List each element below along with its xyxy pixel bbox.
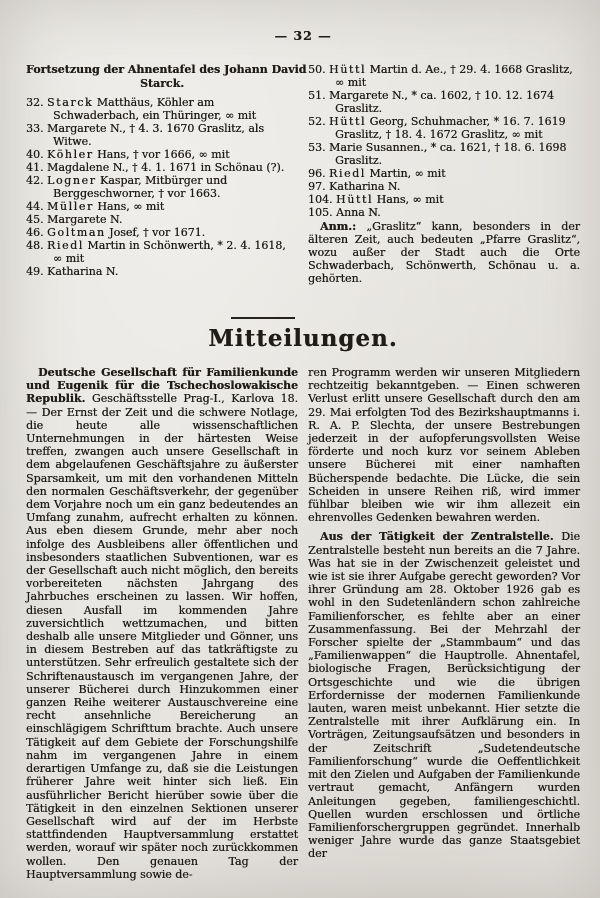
entry-number: 33. xyxy=(26,122,44,135)
entry-surname: Hüttl xyxy=(329,115,367,128)
entry-number: 40. xyxy=(26,148,44,161)
ahnentafel-right-column xyxy=(308,63,580,305)
entry-number: 105. xyxy=(308,206,333,219)
entry-text: Margarete N. xyxy=(47,213,123,226)
entry-surname: Hüttl xyxy=(329,63,367,76)
ahnentafel-entry xyxy=(26,174,298,200)
entry-text: Anna N. xyxy=(336,206,381,219)
ahnentafel-heading-line1: Fortsetzung der Ahnentafel des Johann David xyxy=(26,63,307,76)
note-label: Anm.: xyxy=(320,220,357,233)
paragraph-society-report xyxy=(26,366,298,881)
paragraph-text: Die Zentralstelle besteht nun bereits an die 7 Jahre. Was hat sie in der Zwischenzeit geleistet und wie ist sie ihrer Aufgabe gerecht geworden? Vor ihrer Gründung am 28. Oktober 1926 gab es wohl in den Sudetenländern schon zahlreiche Familienforscher, es fehlte aber an einer Zusammenfassung. Bei der Mehrzahl der Forscher spielte der „Stammbaum“ und das „Familienwappen“ die Hauptrolle. Ahnentafel, biologische Fragen, Berücksichtigung der Ortsgeschichte und wie die übrigen Erfordernisse der modernen Familienkunde lauten, waren meist unbekannt. Hier setzte die Zentralstelle mit ihrer Aufklärung ein. In Vorträgen, Zeitungsaufsätzen und besonders in der Zeitschrift „Sudetendeutsche Familienforschung“ wurde die Oeffentlichkeit mit den Zielen und Aufgaben der Familienkunde vertraut gemacht, Anfängern wurden Anleitungen gegeben, familiengeschichtl. Quellen wurden erschlossen und örtliche Familienforschergruppen gegründet. Innerhalb weniger Jahre wurde das ganze Staatsgebiet der xyxy=(308,530,580,861)
paragraph-text: Geschäftsstelle Prag-I., Karlova 18. — Der Ernst der Zeit und die schwere Notlage, die heute alle wissenschaftlichen Unternehmungen in der härtesten Weise treffen, zwangen auch unsere Gesellschaft in dem abgelaufenen Geschäftsjahre zu äußerster Sparsamkeit, um mit den vorhandenen Mitteln den normalen Geschäftsverkehr, der gegenüber dem Vorjahre noch um ein ganz bedeutendes an Umfang zunahm, aufrecht erhalten zu können. Aus eben diesem Grunde, mehr aber noch infolge des Ausbleibens aller öffentlichen und insbesonders staatlichen Subventionen, war es der Gesellschaft auch nicht möglich, den bereits vorbereiteten nächsten Jahrgang des Jahrbuches erscheinen zu lassen. Wir hoffen, diesen Ausfall im kommenden Jahre zuversichtlich wettzumachen, und bitten deshalb alle unsere Mitglieder und Gönner, uns in diesem Bestreben auf das tatkräftigste zu unterstützen. Sehr erfreulich gestaltete sich der Schriftenaustausch im vergangenen Jahre, der unserer Bücherei durch Hinzukommen einer ganzen Reihe weiterer Austauschvereine eine recht ansehnliche Bereicherung an einschlägigem Schrifttum brachte. Auch unsere Tätigkeit auf dem Gebiete der Forschungshilfe nahm im vergangenen Jahre in einem derartigen Umfange zu, daß sie die Leistungen früherer Jahre weit hinter sich ließ. Ein ausführlicher Bericht hierüber sowie über die Tätigkeit in den einzelnen Sektionen unserer Gesellschaft wird auf der im Herbste stattfindenden Hauptversammlung erstattet werden, worauf wir später noch zurückkommen wollen. Den genauen Tag der Hauptversammlung sowie de- xyxy=(26,392,299,881)
entry-surname: Goltman xyxy=(47,226,106,239)
paragraph-lead: Aus der Tätigkeit der Zentralstelle. xyxy=(320,530,554,544)
entry-number: 45. xyxy=(26,213,44,226)
ahnentafel-entry xyxy=(308,141,580,167)
paragraph-zentralstelle xyxy=(308,530,580,860)
ahnentafel-entries-right xyxy=(308,63,580,219)
note-text: „Graslitz“ kann, besonders in der älteren Zeit, auch bedeuten „Pfarre Graslitz“, wozu außer der Stadt auch die Orte Schwaderbach, Schönwerth, Schönau u. a. gehörten. xyxy=(308,220,581,285)
entry-surname: Logner xyxy=(47,174,97,187)
ahnentafel-entry xyxy=(26,226,298,239)
entry-text: Kaspar, Mitbürger und Berggeschworner, † vor 1663. xyxy=(53,174,228,200)
entry-surname: Riedl xyxy=(47,239,84,252)
entry-number: 44. xyxy=(26,200,44,213)
entry-text: Martin d. Ae., † 29. 4. 1668 Graslitz, ∞ mit xyxy=(335,63,573,89)
entry-text: Katharina N. xyxy=(47,265,119,278)
entry-number: 97. xyxy=(308,180,326,193)
paragraph-continuation xyxy=(308,366,580,524)
entry-surname: Riedl xyxy=(329,167,366,180)
ahnentafel-entry xyxy=(308,206,580,219)
entry-text: Martin, ∞ mit xyxy=(369,167,446,180)
paragraph-text: ren Programm werden wir unseren Mitgliedern rechtzeitig bekanntgeben. — Einen schweren Verlust erlitt unsere Gesellschaft durch den am 29. Mai erfolgten Tod des Bezirkshauptmanns i. R. A. P. Slechta, der unsere Bestrebungen jederzeit in der aufopferungsvollsten Weise förderte und noch kurz vor seinem Ableben unsere Bücherei mit einer namhaften Bücherspende bedachte. Die Lücke, die sein Scheiden in unsere Reihen riß, wird immer fühlbar bleiben wie wir ihm allezeit ein ehrenvolles Gedenken bewahren werden. xyxy=(308,366,580,525)
ahnentafel-left-column xyxy=(26,63,307,305)
ahnentafel-entry xyxy=(26,265,298,278)
entry-text: Matthäus, Köhler am Schwaderbach, ein Thüringer, ∞ mit xyxy=(53,96,257,122)
paragraph-lead: Deutsche Gesellschaft für Familienkunde und Eugenik für die Tschechoslowakische Republik. xyxy=(26,366,298,406)
entry-text: Margarete N., † 4. 3. 1670 Graslitz, als Witwe. xyxy=(47,122,264,148)
ahnentafel-entry xyxy=(26,96,298,122)
entry-text: Margarete N., * ca. 1602, † 10. 12. 1674 Graslitz. xyxy=(329,89,554,115)
ahnentafel-entry xyxy=(26,213,298,226)
ahnentafel-note xyxy=(308,220,580,285)
ahnentafel-entry xyxy=(308,193,580,206)
ahnentafel-entry xyxy=(308,180,580,193)
mitteilungen-heading: Mitteilungen. xyxy=(208,325,398,352)
entry-number: 51. xyxy=(308,89,326,102)
entry-text: Georg, Schuhmacher, * 16. 7. 1619 Graslitz, † 18. 4. 1672 Graslitz, ∞ mit xyxy=(335,115,566,141)
entry-text: Hans, ∞ mit xyxy=(376,193,444,206)
section-divider-rule xyxy=(231,317,295,319)
entry-number: 50. xyxy=(308,63,326,76)
entry-text: Martin in Schönwerth, * 2. 4. 1618, ∞ mit xyxy=(53,239,286,265)
entry-text: Magdalene N., † 4. 1. 1671 in Schönau (?). xyxy=(47,161,285,174)
ahnentafel-entry xyxy=(308,89,580,115)
ahnentafel-entry xyxy=(308,63,580,89)
ahnentafel-heading xyxy=(26,63,307,91)
entry-surname: Starck xyxy=(47,96,94,109)
ahnentafel-section xyxy=(26,63,580,305)
ahnentafel-heading-line2: Starck. xyxy=(139,77,185,90)
entry-number: 42. xyxy=(26,174,44,187)
entry-number: 49. xyxy=(26,265,44,278)
entry-text: Katharina N. xyxy=(329,180,401,193)
entry-surname: Köhler xyxy=(47,148,94,161)
entry-text: Hans, † vor 1666, ∞ mit xyxy=(97,148,230,161)
ahnentafel-entry xyxy=(26,239,298,265)
page-number: — 32 — xyxy=(274,28,332,43)
entry-number: 41. xyxy=(26,161,44,174)
ahnentafel-entry xyxy=(308,167,580,180)
mitteilungen-left-column xyxy=(26,366,298,881)
ahnentafel-entry xyxy=(26,122,298,148)
ahnentafel-entries-left xyxy=(26,96,298,278)
mitteilungen-right-column xyxy=(308,366,580,881)
entry-number: 104. xyxy=(308,193,333,206)
entry-text: Marie Susannen., * ca. 1621, † 18. 6. 1698 Graslitz. xyxy=(329,141,567,167)
entry-number: 48. xyxy=(26,239,44,252)
entry-number: 52. xyxy=(308,115,326,128)
entry-text: Josef, † vor 1671. xyxy=(109,226,206,239)
entry-text: Hans, ∞ mit xyxy=(97,200,165,213)
entry-number: 46. xyxy=(26,226,44,239)
entry-number: 53. xyxy=(308,141,326,154)
ahnentafel-entry xyxy=(26,161,298,174)
ahnentafel-entry xyxy=(26,148,298,161)
entry-number: 32. xyxy=(26,96,44,109)
ahnentafel-entry xyxy=(26,200,298,213)
mitteilungen-section xyxy=(26,366,580,881)
entry-number: 96. xyxy=(308,167,326,180)
ahnentafel-entry xyxy=(308,115,580,141)
entry-surname: Müller xyxy=(47,200,94,213)
entry-surname: Hüttl xyxy=(336,193,374,206)
